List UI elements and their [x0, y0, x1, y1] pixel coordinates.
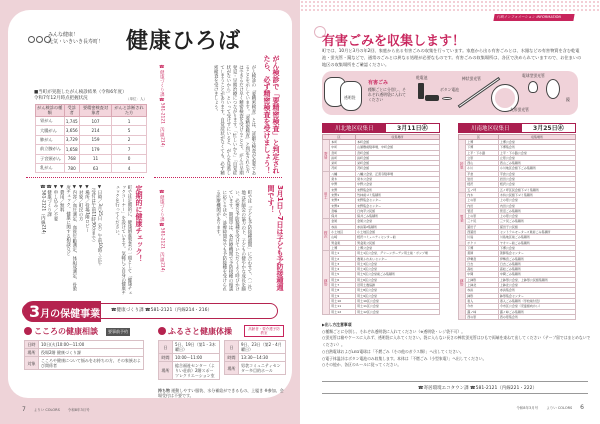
table-row: 内田 内田公会堂	[459, 203, 576, 208]
table-row: 高松 高松ごみ集積所	[459, 267, 576, 272]
column-header: がんと診断された方	[112, 105, 147, 117]
table-row: 用土 八幡 八幡公会堂、正喜寺駐車場	[323, 171, 440, 176]
table-row: 中間 中間ごみ集積所	[459, 272, 576, 277]
cancer-screening-table	[35, 104, 147, 173]
table-row: 五ノ坪 五ノ坪区民会館下ゴミ集積所	[459, 187, 576, 192]
checkup-article-items: ▼日時／3月25日（水）午前10時〜正午 （受付は午前11時30分まで） ▼場所／役場1階ロビー ▼対象／町民の方 ▼内容／血圧測定、血管年齢測定、体組成測定、骨密度チェック、健康に関する相談など ▼費用／無料 ▼申し込み／不要 ☎健康づくり課 ☎581-2121（内線214）	[40, 185, 102, 292]
vaccine-article-contact: ☎健康づくり課 ☎581-2121（内線214）	[159, 190, 165, 275]
south-schedule-header: 川南地区収集日 3月25日㊌	[458, 123, 576, 133]
table-row: 保井 保井ごみ集積所	[323, 214, 440, 219]
table-row: 上の原 上の原公会堂	[459, 198, 576, 203]
table-row: 茂町 茂町会館	[323, 166, 440, 171]
table-row: 桜沢 金尾 金尾公会堂	[323, 219, 440, 224]
table-row: 川島 川島地区前ごみ集積所	[459, 235, 576, 240]
table-row: 常木 常木公会堂	[323, 177, 440, 182]
divider	[154, 177, 282, 178]
checkup-article-body: 町では定期的に、健康増進事業の一環として「健康チェックコーナー」を設けています。気軽にご自身の健康チェックを行ってください。	[114, 185, 132, 295]
divider	[26, 177, 144, 178]
table-row: 寄居 本町 本町会館	[323, 140, 440, 145]
table-row: 上の原 上の原公会堂	[459, 214, 576, 219]
furusato-info-table-1: 日 5日、19日（第1・3木曜日） 時間 10:00〜11:00 場所 総合福祉センター（よりい荘前）2階スポーツレクリエーション室	[158, 340, 220, 380]
person-exercise-icon	[158, 327, 166, 335]
table-row: 鉢形 鉢形集会センター	[459, 293, 576, 298]
month-number: 3	[29, 302, 41, 321]
table-row: 用土8 用土8区公会堂	[323, 288, 440, 293]
vaccine-article-heading: 3月1日〜7日は子ども予防接種週間です！	[267, 185, 284, 291]
table-row: 肺がん 3,729 159 2	[36, 135, 147, 144]
table-row: 鉢形 用土1 用土1区公会堂、グリーンガーデン用土前・ポンプ場	[323, 251, 440, 256]
divider	[322, 393, 588, 394]
table-row: 大腸がん 3,656 214 5	[36, 126, 147, 135]
table-row: 子宮頸がん 768 11 0	[36, 154, 147, 163]
vaccine-article-body: 町では「子ども予防接種週間」に合わせて、（一社）地元医師会の協力の下、子どもの健やかな成長を願い、必要な予防接種を受けていただくよう呼びかけています。期間中は、各医療機関で予防接種の相談に応じるほか、診療時間外でも予防接種を受けられる医療機関があります。	[215, 190, 252, 294]
table-row: 岩田 岩田公会堂	[459, 177, 576, 182]
north-schedule-table: 区 収集場所 寄居 本町 本町会館 中町 山屋敷前駐車場、中町会館 宮町 宮町会館 浜町 浜町会館 栄町 栄町会館 茂町 茂町会館 用土 八幡 八幡公会堂、正喜寺駐車場 常木 常木公会堂 中野 中野公会堂 末野 末野集会所 末野1 竹林前ゴミ集積所 末野3 末野集会センター 末野4 末野集会センター 宮嶋 日向平公民館 保井 保井ごみ集積所 桜沢 金尾 金尾公会堂 赤浜 赤浜第2集積所 小土地区 小土地区会館 山崎 桜沢コミュニティセンター前 男衾東 男衾東公民館 上郷 上郷公会堂 鉢形 用土1 用土1区公会堂、グリーンガーデン用土前・ポンプ場 用土2 農業ふれあいセンター 用土3 用土3区公会堂 用土4 用土4区公会堂 用土5 用土5区公会堂前ごみ集積所 用土6 用土6区公会堂 用土7 旧用土農協跡 用土8 用土8区公会堂 用土9 用土9区公会堂 用土10 用土10区公会堂 用土11 用土11区公会堂 用土12 用土12区公会堂	[322, 134, 440, 315]
table-row: 男衾 内木 木持公民館下ゴミ集積所	[459, 192, 576, 197]
dot-pattern	[300, 0, 600, 12]
cancer-article-body: がん検診の「要精密検査」とは、詳細な検査が必要であることを示しています。「要精密検査」と判定された方はできるだけ早く精密検査を受けることで、がんの早期発見・早期治療につながります。「忙しいから」「自覚症状がないから」といって受けずにいると、がんを見逃してしまうことがあります。自覚症状がなくても、必ず精密検査を受けましょう。	[213, 65, 256, 175]
area-label: 男衾	[459, 192, 466, 245]
furusato-info-table-2: 日 9日、23日（第2・4月曜日） 時間 13:30〜14:30 場所 男衾コミュニティセンター多目的ホール	[224, 340, 286, 375]
table-row: 小川 小川地区会館下ごみ集積所	[459, 166, 576, 171]
cancer-article-heading: がん検診で「要精密検査」と判定されたら、必ず精密検査を受けましょう！	[263, 55, 280, 174]
divider	[322, 381, 588, 382]
table-row: 上平・下小路 上平・下小路公会堂	[459, 150, 576, 155]
table-row: 露ノ峠 露ノ峠ごみ集積所	[459, 309, 576, 314]
table-row: 富田子 富田子公民館	[459, 224, 576, 229]
button-battery-icon	[442, 97, 452, 100]
checkup-article-heading: 定期的に健康チェック！	[135, 185, 143, 262]
info-badge: 行政インフォメーション INFORMATION	[493, 14, 574, 21]
unit-label: （単位：人）	[126, 97, 147, 101]
table-row: 末野3 末野集会センター	[323, 198, 440, 203]
table-row: 前立腺がん 1,658 179 7	[36, 145, 147, 154]
table-row: 折原 上郷 上郷公会堂	[459, 140, 576, 145]
table-row: 立原 立原公会堂	[459, 155, 576, 160]
hazardous-waste-illustration: 透明袋 有害ごみ 種類ごとに分別し、それぞれ透明袋に入れてください 乾電池 ボタン電池 棒状蛍光管 丸形蛍光管 電球型蛍光管 鏡	[322, 71, 578, 115]
table-row: 平倉 平倉公会堂	[459, 171, 576, 176]
table-row: 小土地区 小土地区会館	[323, 230, 440, 235]
table-row: 用土9 用土9区公会堂	[323, 293, 440, 298]
table-row: 鉢形 下郷 下郷公会堂	[459, 245, 576, 250]
table-row: 桜沢 桜沢公会堂	[459, 182, 576, 187]
table-row: 用土12 用土12区公会堂	[323, 309, 440, 314]
table-row: 日吉 日吉ごみ集積所	[459, 261, 576, 266]
mirror-icon	[546, 79, 560, 99]
disposal-notes: ▶出し方注意事項 ○種類ごとに分別し、それぞれ透明袋に入れてください（※透明袋・レジ袋不可）。 ○蛍光管は箱やケースに入れず、透明袋に入れてください。袋に入らない長さの棒状蛍光管はひもで両端を束ねて出してください（テープ留ではまとめないでください）。 ○白熱電球およびLED電球は「不燃ごみ（その他のガラス類）」へ出してください。 ○電子体温計はボタン電池のみ収集します。本体は「不燃ごみ（小型家電）」へ出してください。 ○その他か、各区のルールに従ってください。	[322, 322, 591, 368]
table-row: 上鉢形 上鉢形公会堂、上鉢形公民館集積所	[459, 277, 576, 282]
reservation-required-tag: 要事前予約	[108, 329, 128, 334]
events-title: 月の保健事業	[40, 309, 101, 320]
table-row: 用土7 旧用土農協跡	[323, 283, 440, 288]
table-row: 末野4 末野集会センター	[323, 203, 440, 208]
table-row: 伊勢宮 伊勢宮ごみ集積所	[459, 256, 576, 261]
table-row: 中町 山屋敷前駐車場、中町会館	[323, 145, 440, 150]
column-header: 要精密検査対象者	[79, 105, 111, 117]
table-row: 中野 中野公会堂	[323, 182, 440, 187]
table-row: 菅沼 菅沼ごみ集積所	[459, 208, 576, 213]
furusato-note: 持ち物 運動しやすい服装、水分補給ができるもの、上履き ※参加、会場受付は不要です。	[158, 388, 284, 398]
kokoro-heading: こころの健康相談	[24, 326, 98, 337]
table-row: 上鉢北 上鉢北公会堂	[459, 283, 576, 288]
table-row: 浜町 浜町会館	[323, 155, 440, 160]
table-row: 三ケ尻 三ケ尻ごみ集積所	[459, 219, 576, 224]
table-row: 用土2 農業ふれあいセンター	[323, 256, 440, 261]
page-title: 健康ひろば	[126, 28, 242, 54]
table-row: 寄入 寄入ごみ集積所（学校前付近）	[459, 298, 576, 303]
header-tagline: みんな健康！ 元気・いきいき長寿町！	[48, 32, 104, 45]
table-row: 山崎 桜沢コミュニティセンター前	[323, 235, 440, 240]
table-row: 末野 末野集会所	[323, 187, 440, 192]
table-row: 宮町 宮町会館	[323, 150, 440, 155]
table-row: 用土6 用土6区公会堂	[323, 277, 440, 282]
events-contact: ☎健康づくり課 ☎581-2121（内線214・216）	[111, 308, 212, 313]
table-row: 胃がん 1,745 107 1	[36, 117, 147, 126]
table-row: ボクリ ヤオコー前ごみ集積所	[459, 240, 576, 245]
light-bulb-icon	[528, 81, 538, 93]
monthly-health-events-bar	[22, 303, 278, 319]
table-row: 上郷 上郷公会堂	[323, 245, 440, 250]
hazardous-waste-intro: 町では、10月と3月の年2回、家庭から出る有害ごみの収集を行っています。家庭から出る有害ごみとは、水銀などの有害物質を含む乾電池・蛍光管・鏡などで、通常のごみとは異なる処理が必要なものです。有害ごみの収集場所は、各区で決められていますので、お住まいの地区の収集場所をご確認ください。	[322, 48, 582, 67]
table-row: 栄町 栄町会館	[323, 161, 440, 166]
cancer-table-title: ■当町が実施したがん検診結果（令和6年度） 令和7年12月時点把握状況	[34, 90, 127, 101]
south-schedule-table: 区 収集場所 折原 上郷 上郷公会堂 下郷 下郷集会所 上平・下小路 上平・下小路公会堂 立原 立原公会堂 西山 西山ごみ集積所 小川 小川地区会館下ごみ集積所 平倉 平倉公会堂 岩田 岩田公会堂 桜沢 桜沢公会堂 五ノ坪 五ノ坪区民会館下ゴミ集積所 男衾 内木 木持公民館下ゴミ集積所 上の原 上の原公会堂 内田 内田公会堂 菅沼 菅沼ごみ集積所 上の原 上の原公会堂 三ケ尻 三ケ尻ごみ集積所 富田子 富田子公民館 西富田 セントラルモータース東前ごみ集積所 川島 川島地区前ごみ集積所 ボクリ ヤオコー前ごみ集積所 鉢形 下郷 下郷公会堂 善師 善師集会センター 伊勢宮 伊勢宮ごみ集積所 日吉 日吉ごみ集積所 高松 高松ごみ集積所 中間 中間ごみ集積所 上鉢形 上鉢形公会堂、上鉢形公民館集積所 上鉢北 上鉢北公会堂 赤浜 赤浜集会所 鉢形 鉢形集会センター 寄入 寄入ごみ集積所（学校前付近） 今市 今市区公会堂（児童館向かい） 露ノ峠 露ノ峠ごみ集積所 西の原 西の原集会所	[458, 134, 576, 320]
table-row: 今市 今市区公会堂（児童館向かい）	[459, 304, 576, 309]
table-row: 善師 善師集会センター	[459, 251, 576, 256]
battery-icon	[418, 83, 424, 99]
column-header: 受診者	[64, 105, 79, 117]
eco-town-contact: ☎寄居環境エコタウン課 ☎581-2121（内線221・222）	[418, 386, 537, 391]
cancer-article-contact: ☎健康づくり課 ☎581-2121（内線214）	[159, 65, 165, 150]
table-row: 用土3 用土3区公会堂	[323, 261, 440, 266]
area-label: 寄居	[323, 140, 330, 172]
table-row: 用土11 用土11区公会堂	[323, 304, 440, 309]
area-label: 用土	[323, 171, 330, 219]
health-plaza-card	[8, 10, 292, 398]
table-row: 男衾東 男衾東公民館	[323, 240, 440, 245]
area-label: 折原	[459, 140, 466, 193]
table-row: 西の原 西の原集会所	[459, 314, 576, 319]
batteries-icon	[425, 95, 439, 101]
north-schedule-header: 川北地区収集日 3月11日㊌	[322, 123, 440, 133]
table-row: 西山 西山ごみ集積所	[459, 161, 576, 166]
left-folio: 7 よりい COLORS 令和8年3月号	[22, 406, 90, 413]
table-row: 宮嶋 日向平公民館	[323, 208, 440, 213]
class-type-tag: 高齢者・要介護予防教室	[244, 325, 284, 337]
table-row: 西富田 セントラルモータース東前ごみ集積所	[459, 230, 576, 235]
table-row: 乳がん 780 63 4	[36, 163, 147, 172]
heart-icon	[24, 327, 32, 335]
table-row: 末野1 竹林前ゴミ集積所	[323, 192, 440, 197]
furusato-heading: ふるさと健康体操	[158, 326, 232, 337]
kokoro-info-table: 日時 10日(火)10:00〜11:00 場所 役場2階 健康づくり課 対象 こころや健康について悩みをお持ちの方、その家族および関係者	[24, 340, 144, 370]
column-header: がん検診の種類	[37, 105, 63, 115]
hazardous-waste-title: 有害ごみを収集します！	[322, 34, 466, 49]
area-label: 桜沢	[323, 219, 330, 251]
area-label: 鉢形	[323, 251, 330, 315]
table-row: 用土5 用土5区公会堂前ごみ集積所	[323, 272, 440, 277]
right-page	[300, 0, 600, 424]
table-row: 用土10 用土10区公会堂	[323, 298, 440, 303]
area-label: 鉢形	[459, 245, 466, 319]
table-row: 用土4 用土4区公会堂	[323, 267, 440, 272]
right-folio: 令和8年3月号 よりい COLORS 6	[516, 404, 584, 411]
table-row: 赤浜 赤浜第2集積所	[323, 224, 440, 229]
table-row: 赤浜 赤浜集会所	[459, 288, 576, 293]
table-row: 下郷 下郷集会所	[459, 145, 576, 150]
